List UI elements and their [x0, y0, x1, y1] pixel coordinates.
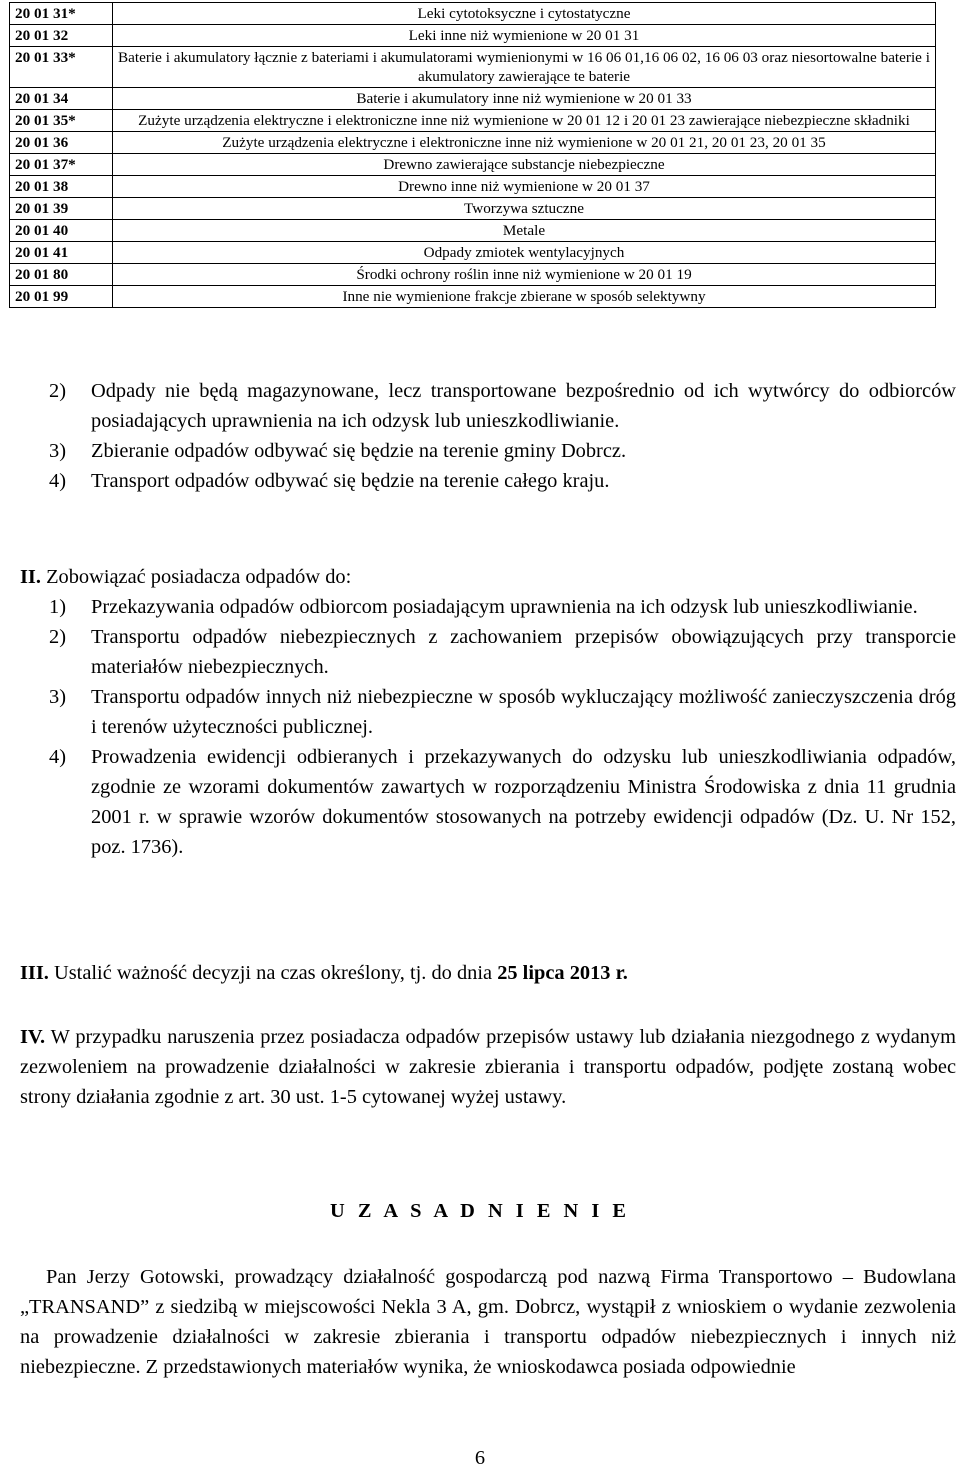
list-item-number: 3): [49, 440, 66, 462]
section-iv: [20, 1022, 956, 1112]
list-item: [20, 436, 956, 466]
waste-code: 20 01 32: [10, 25, 113, 47]
list-item-text: Prowadzenia ewidencji odbieranych i przekazywanych do odzysku lub unieszkodliwiania odpadów, zgodnie ze wzorami dokumentów zawartych w rozporządzeniu Ministra Środowiska z dnia 11 grudnia 2001 r. w sprawie wzorów dokumentów stosowanych na potrzeby ewidencji odpadów (Dz. U. Nr 152, poz. 1736).: [91, 746, 956, 858]
list-item-number: 1): [49, 596, 66, 618]
list-item-text: Transportu odpadów innych niż niebezpieczne w sposób wykluczający możliwość zanieczyszczenia dróg i terenów użyteczności publicznej.: [91, 686, 956, 738]
waste-description: Tworzywa sztuczne: [113, 198, 936, 220]
waste-code: 20 01 33*: [10, 47, 113, 88]
section-ii: [20, 562, 956, 862]
page-number: 6: [474, 1447, 486, 1469]
list-item-text: Przekazywania odpadów odbiorcom posiadającym uprawnienia na ich odzysk lub unieszkodliwianie.: [91, 596, 918, 618]
waste-code: 20 01 35*: [10, 110, 113, 132]
list-item: [20, 742, 956, 862]
section-iv-label: IV.: [20, 1026, 46, 1048]
section-i-points: [20, 376, 956, 496]
waste-description: Leki cytotoksyczne i cytostatyczne: [113, 3, 936, 25]
table-row: [10, 110, 936, 132]
table-row: [10, 3, 936, 25]
table-row: [10, 88, 936, 110]
waste-code: 20 01 40: [10, 220, 113, 242]
table-row: [10, 264, 936, 286]
waste-code: 20 01 80: [10, 264, 113, 286]
waste-description: Baterie i akumulatory łącznie z bateriami i akumulatorami wymienionymi w 16 06 01,16 06 02, 16 06 03 oraz niesortowalne baterie i akumulatory zawierające te baterie: [113, 47, 936, 88]
table-row: [10, 176, 936, 198]
waste-codes-table: [9, 2, 936, 308]
list-item: [20, 682, 956, 742]
list-item: [20, 376, 956, 436]
waste-code: 20 01 39: [10, 198, 113, 220]
waste-codes-table-body: [10, 3, 936, 308]
waste-code: 20 01 34: [10, 88, 113, 110]
list-item-number: 2): [49, 380, 66, 402]
waste-description: Drewno zawierające substancje niebezpieczne: [113, 154, 936, 176]
section-iv-text: W przypadku naruszenia przez posiadacza odpadów przepisów ustawy lub działania niezgodnego z wydanym zezwoleniem na prowadzenie działalności w zakresie zbierania i transportu odpadów, podjęte zostaną wobec strony działania zgodnie z art. 30 ust. 1-5 cytowanej wyżej ustawy.: [20, 1026, 957, 1108]
table-row: [10, 286, 936, 308]
waste-description: Zużyte urządzenia elektryczne i elektroniczne inne niż wymienione w 20 01 21, 20 01 23, 20 01 35: [113, 132, 936, 154]
section-iii-date: 25 lipca 2013 r.: [497, 962, 628, 984]
list-item-number: 4): [49, 746, 66, 768]
justification-heading: U Z A S A D N I E N I E: [330, 1200, 630, 1222]
waste-description: Metale: [113, 220, 936, 242]
list-item: [20, 622, 956, 682]
waste-description: Odpady zmiotek wentylacyjnych: [113, 242, 936, 264]
waste-description: Inne nie wymienione frakcje zbierane w sposób selektywny: [113, 286, 936, 308]
table-row: [10, 25, 936, 47]
justification-paragraph: Pan Jerzy Gotowski, prowadzący działalność gospodarczą pod nazwą Firma Transportowo – Budowlana „TRANSAND” z siedzibą w miejscowości Nekla 3 A, gm. Dobrcz, wystąpił z wnioskiem o wydanie zezwolenia na prowadzenie działalności w zakresie zbierania i transportu odpadów niebezpiecznych i innych niż niebezpieczne. Z przedstawionych materiałów wynika, że wnioskodawca posiada odpowiednie: [20, 1266, 956, 1378]
waste-description: Środki ochrony roślin inne niż wymienione w 20 01 19: [113, 264, 936, 286]
list-item-text: Zbieranie odpadów odbywać się będzie na terenie gminy Dobrcz.: [91, 440, 627, 462]
table-row: [10, 198, 936, 220]
section-iii-text: Ustalić ważność decyzji na czas określony, tj. do dnia: [54, 962, 493, 984]
waste-description: Drewno inne niż wymienione w 20 01 37: [113, 176, 936, 198]
list-item-text: Transportu odpadów niebezpiecznych z zachowaniem przepisów obowiązujących przy transporcie materiałów niebezpiecznych.: [91, 626, 956, 678]
section-iii: [20, 958, 956, 988]
section-iii-label: III.: [20, 962, 49, 984]
waste-code: 20 01 41: [10, 242, 113, 264]
waste-description: Baterie i akumulatory inne niż wymienione w 20 01 33: [113, 88, 936, 110]
list-item-number: 3): [49, 686, 66, 708]
list-item: [20, 466, 956, 496]
waste-code: 20 01 38: [10, 176, 113, 198]
table-row: [10, 132, 936, 154]
table-row: [10, 242, 936, 264]
waste-code: 20 01 36: [10, 132, 113, 154]
list-item-number: 2): [49, 626, 66, 648]
table-row: [10, 220, 936, 242]
waste-code: 20 01 31*: [10, 3, 113, 25]
list-item-text: Odpady nie będą magazynowane, lecz transportowane bezpośrednio od ich wytwórcy do odbiorców posiadających uprawnienia na ich odzysk lub unieszkodliwianie.: [91, 380, 956, 432]
list-item-text: Transport odpadów odbywać się będzie na terenie całego kraju.: [91, 470, 610, 492]
section-ii-intro: [20, 562, 956, 592]
waste-description: Zużyte urządzenia elektryczne i elektroniczne inne niż wymienione w 20 01 12 i 20 01 23 zawierające niebezpieczne składniki: [113, 110, 936, 132]
waste-code: 20 01 99: [10, 286, 113, 308]
section-ii-intro-text: Zobowiązać posiadacza odpadów do:: [46, 566, 352, 588]
list-item: [20, 592, 956, 622]
list-item-number: 4): [49, 470, 66, 492]
waste-description: Leki inne niż wymienione w 20 01 31: [113, 25, 936, 47]
waste-code: 20 01 37*: [10, 154, 113, 176]
table-row: [10, 47, 936, 88]
table-row: [10, 154, 936, 176]
section-ii-label: II.: [20, 566, 41, 588]
